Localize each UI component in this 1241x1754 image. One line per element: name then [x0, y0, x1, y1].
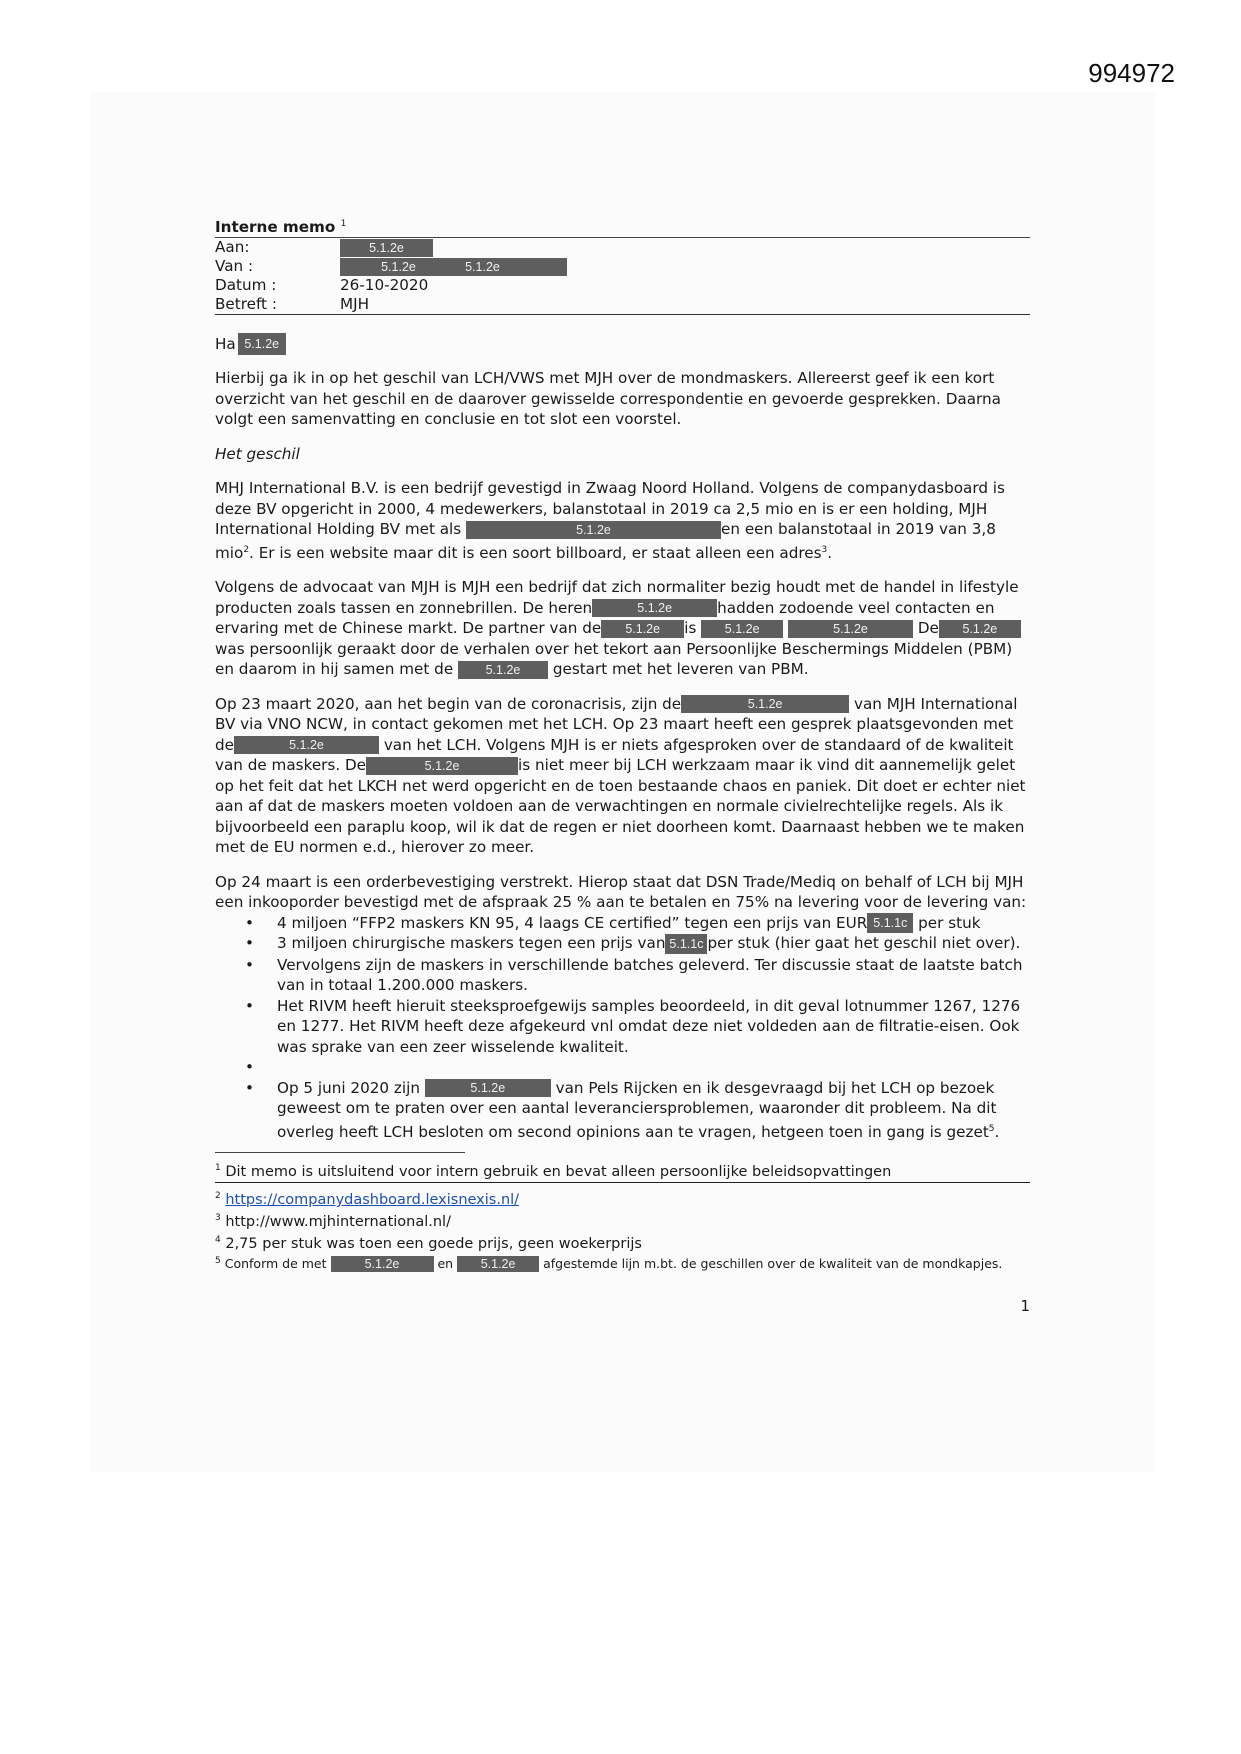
label-van: Van :	[215, 257, 254, 276]
memo-title-text: Interne memo	[215, 218, 336, 237]
paragraph-lawyer: Volgens de advocaat van MJH is MJH een bedrijf dat zich normaliter bezig houdt met de handel in lifestyle producten zoals tassen en zonnebrillen. De heren 5.1.2e hadden zodoende veel contacten en ervaring met de Chinese markt. De partner van de 5.1.2e is 5.1.2e 5.1.2e De 5.1.2ewas persoonlijk geraakt door de verhalen over het tekort aan Persoonlijke Beschermings Middelen (PBM) en daarom in hij samen met de 5.1.2e gestart met het leveren van PBM.	[215, 577, 1030, 680]
memo-page	[215, 214, 1030, 1317]
section-heading: Het geschil	[215, 444, 300, 463]
redaction-block: 5.1.2e	[238, 333, 286, 355]
paragraph-contact: Op 23 maart 2020, aan het begin van de coronacrisis, zijn de 5.1.2e van MJH International BV via VNO NCW, in contact gekomen met het LCH. Op 23 maart heeft een gesprek plaatsgevonden met de 5.1.2e van het LCH. Volgens MJH is er niets afgesproken over de standaard of de kwaliteit van de maskers. De 5.1.2e is niet meer bij LCH werkzaam maar ik vind dit aannemelijk gelet op het feit dat het LKCH net werd opgericht en de toen bestaande chaos en paniek. Dit doet er echter niet aan af dat de maskers moeten voldoen aan de verwachtingen en normale civielrechtelijke regels. Als ik bijvoorbeeld een paraplu koop, wil ik dat de regen er niet doorheen komt. Daarnaast hebben we te maken met de EU normen e.d., hierover zo meer.	[215, 694, 1026, 857]
footnote-2: $^2$ https://companydashboard.lexisnexis.nl/	[215, 1191, 520, 1208]
footnote-ref: 2	[243, 544, 250, 555]
redaction-block: 5.1.1c	[867, 913, 913, 933]
redaction-block: 5.1.2e	[340, 239, 433, 257]
label-datum: Datum :	[215, 276, 277, 295]
redaction-block: 5.1.2e	[681, 695, 849, 713]
document-number: 994972	[1088, 58, 1175, 88]
footnote-separator	[215, 1152, 465, 1153]
redaction-block: 5.1.2e	[425, 1079, 551, 1097]
label-betreft: Betreft :	[215, 295, 277, 314]
redaction-block: 5.1.2e	[939, 620, 1021, 638]
list-item: • 4 miljoen “FFP2 maskers KN 95, 4 laags CE certified” tegen een prijs van EUR 5.1.1c per stuk	[215, 913, 1030, 934]
intro-paragraph: Hierbij ga ik in op het geschil van LCH/VWS met MJH over de mondmaskers. Allereerst geef ik een kort overzicht van het geschil en de daarover gewisselde correspondentie en gevoerde gesprekken. Daarna volgt een samenvatting en conclusie en tot slot een voorstel.	[215, 369, 1001, 429]
header-row-datum	[215, 276, 1030, 295]
list-item: • Vervolgens zijn de maskers in verschillende batches geleverd. Ter discussie staat de laatste batch van in totaal 1.200.000 maskers.	[215, 955, 1030, 996]
redaction-block: 5.1.1c	[665, 934, 707, 954]
redaction-block: 5.1.2e	[466, 521, 721, 539]
redaction-block: 5.1.2e	[234, 736, 379, 754]
redaction-block: 5.1.2e	[701, 620, 783, 638]
footnote-1: $^1$ Dit memo is uitsluitend voor intern gebruik en bevat alleen persoonlijke beleidsopvattingen	[215, 1159, 1030, 1183]
redaction-block: 5.1.2e 5.1.2e	[340, 258, 567, 276]
paragraph-order: Op 24 maart is een orderbevestiging verstrekt. Hierop staat dat DSN Trade/Mediq on behalf of LCH bij MJH een inkooporder bevestigd met de afspraak 25 % aan te betalen en 75% na levering voor de levering van:	[215, 872, 1027, 912]
list-item	[215, 1057, 1030, 1078]
page-number: 1	[1020, 1297, 1030, 1316]
header-row-van	[215, 257, 1030, 276]
memo-title-footnote-ref: 1	[340, 219, 347, 229]
list-item: • Op 5 juni 2020 zijn 5.1.2e van Pels Rijcken en ik desgevraagd bij het LCH op bezoek geweest om te praten over een aantal leveranciersproblemen, waaronder dit probleem. Na dit overleg heeft LCH besloten om second opinions aan te vragen, hetgeen toen in gang is gezet$^5$.	[215, 1078, 1030, 1143]
redaction-block: 5.1.2e	[331, 1256, 434, 1272]
footnote-ref: 5	[988, 1123, 995, 1134]
memo-title	[215, 214, 1030, 237]
header-row-betreft	[215, 295, 1030, 314]
redaction-block: 5.1.2e	[458, 661, 548, 679]
redaction-block: 5.1.2e	[592, 599, 717, 617]
redaction-block: 5.1.2e	[601, 620, 684, 638]
paragraph-company: MHJ International B.V. is een bedrijf gevestigd in Zwaag Noord Holland. Volgens de companydasboard is deze BV opgericht in 2000, 4 medewerkers, balanstotaal in 2019 ca 2,5 mio en is er een holding, MJH International Holding BV met als 5.1.2e en een balanstotaal in 2019 van 3,8 mio$^2$. Er is een website maar dit is een soort billboard, er staat alleen een adres$^3$.	[215, 479, 1005, 562]
footnote-3: $^3$ http://www.mjhinternational.nl/	[215, 1212, 451, 1230]
footnote-ref: 3	[821, 544, 828, 555]
redaction-block: 5.1.2e	[457, 1256, 539, 1272]
memo-subject: MJH	[340, 295, 370, 314]
footnote-5: $^5$ Conform de met 5.1.2e en 5.1.2e afgestemde lijn m.bt. de geschillen over de kwaliteit van de mondkapjes.	[215, 1255, 1003, 1272]
greeting	[215, 333, 1030, 355]
list-item: • Het RIVM heeft hieruit steeksproefgewijs samples beoordeeld, in dit geval lotnummer 1267, 1276 en 1277. Het RIVM heeft deze afgekeurd vnl omdat deze niet voldeden aan de filtratie-eisen. Ook was sprake van een zeer wisselende kwaliteit.	[215, 996, 1030, 1058]
header-bottom-rule	[215, 314, 1030, 315]
header-row-aan	[215, 238, 1030, 257]
memo-date: 26-10-2020	[340, 276, 429, 295]
list-item: • 3 miljoen chirurgische maskers tegen een prijs van 5.1.1c per stuk (hier gaat het geschil niet over).	[215, 933, 1030, 954]
redaction-block: 5.1.2e	[366, 757, 518, 775]
order-items-list	[215, 913, 1030, 1143]
greeting-text: Ha	[215, 334, 236, 353]
redaction-block: 5.1.2e	[788, 620, 913, 638]
footnote-4: $^4$ 2,75 per stuk was toen een goede prijs, geen woekerprijs	[215, 1234, 642, 1252]
footnote-link-companydashboard[interactable]: https://companydashboard.lexisnexis.nl/	[225, 1191, 520, 1208]
label-aan: Aan:	[215, 238, 250, 257]
